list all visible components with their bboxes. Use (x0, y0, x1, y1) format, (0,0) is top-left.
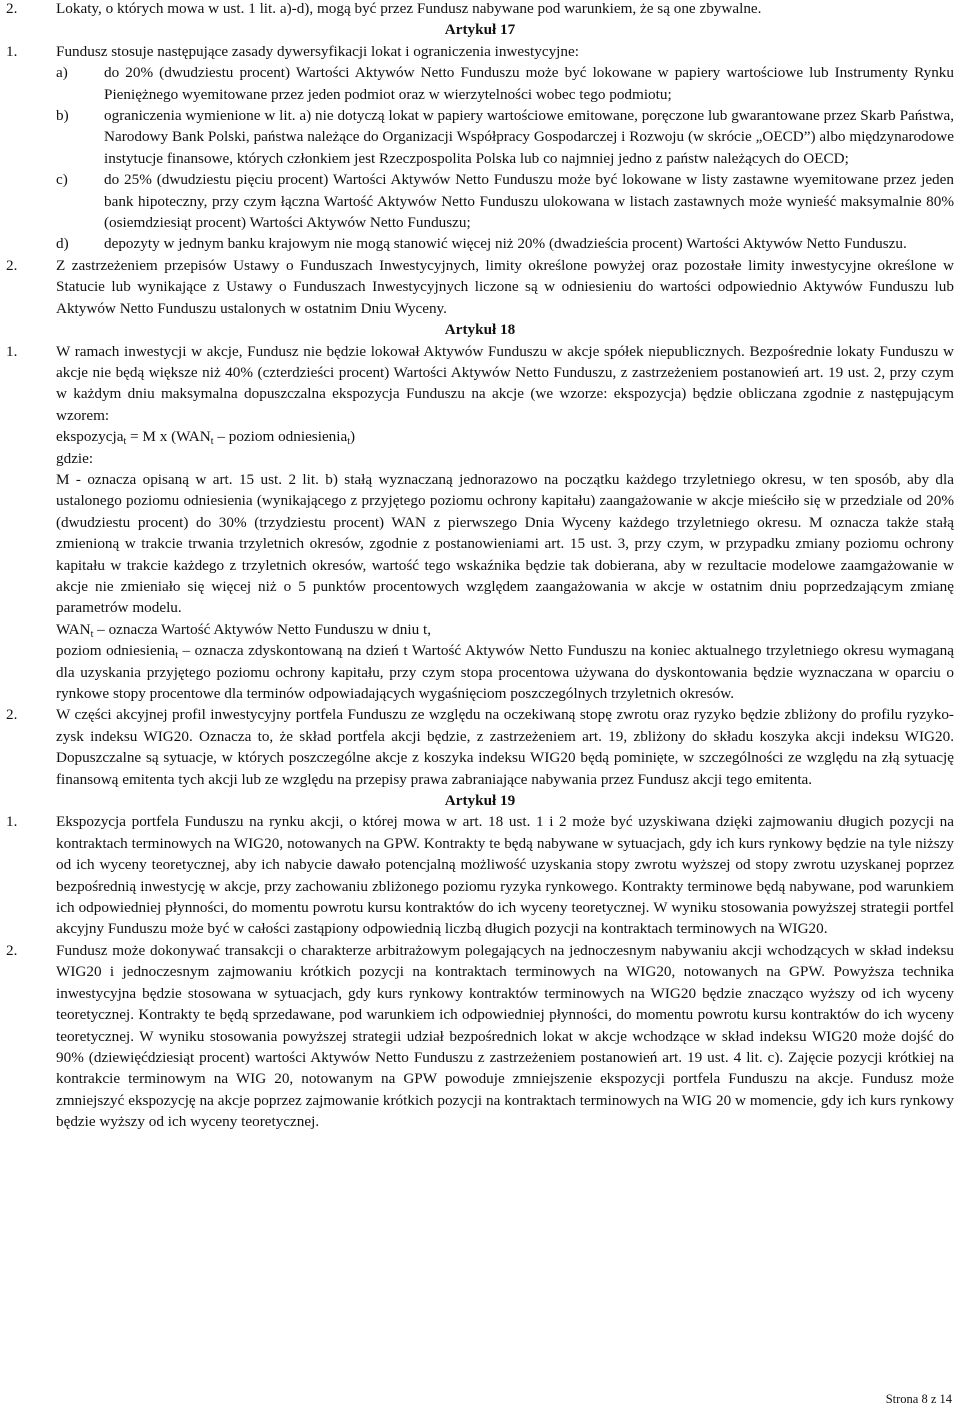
item-label: b) (56, 107, 69, 125)
formula-term-m-wan: = M x (WAN (126, 428, 211, 446)
art17-item-b (6, 105, 954, 169)
page-number: Strona 8 z 14 (885, 1392, 952, 1406)
item-text: depozyty w jednym banku krajowym nie mogą stanowić więcej niż 20% (dwadzieścia procent) Wartości Aktywów Netto Funduszu. (104, 235, 907, 253)
art18-paragraph-2 (6, 704, 954, 790)
formula-close: ) (350, 428, 356, 446)
formula-subscript: t (90, 628, 94, 640)
heading-article-19: Artykuł 19 (444, 792, 516, 810)
formula-subscript: t (210, 436, 214, 448)
art18-paragraph-1 (6, 341, 954, 427)
paragraph-text: W części akcyjnej profil inwestycyjny portfela Funduszu ze względu na oczekiwaną stopę zwrotu oraz ryzyko będzie zbliżony do profilu ryzyko-zysk indeksu WIG20. Oznacza to, że skład portfela akcji będzie, z zastrzeżeniem art. 19, zbliżony do składu koszyka akcji indeksu WIG20. Dopuszczalne są sytuacje, w których poszczególne akcje z koszyka indeksu WIG20 będą pominięte, w szczególności ze względu na złą sytuację finansową emitenta tych akcji lub ze względu na przepisy prawa zabraniające nabywania przez Fundusz akcji tego emitenta. (56, 706, 954, 788)
item-label: d) (56, 235, 69, 253)
item-label: a) (56, 64, 68, 82)
definition-term: poziom odniesienia (56, 642, 176, 660)
definition-reference-level (6, 640, 954, 704)
paragraph-text: Lokaty, o których mowa w ust. 1 lit. a)-d), mogą być przez Fundusz nabywane pod warunkiem, że są one zbywalne. (56, 0, 762, 17)
paragraph-number: 2. (6, 706, 18, 724)
formula-subscript: t (123, 436, 127, 448)
definition-text: – oznacza zdyskontowaną na dzień t Wartość Aktywów Netto Funduszu na koniec aktualnego trzyletniego okresu wymaganą dla uzyskania przyjętego poziomu ochrony kapitału, przy czym stopa procentowa używana do dyskontowania będzie wyznaczana w oparciu o rynkowe stopy procentowe dla terminów odpowiadających wygaśnięciom poszczególnych trzyletnich okresów. (56, 642, 954, 702)
art19-paragraph-2 (6, 940, 954, 1133)
item-label: c) (56, 171, 68, 189)
paragraph-text: Z zastrzeżeniem przepisów Ustawy o Funduszach Inwestycyjnych, limity określone powyżej oraz pozostałe limity inwestycyjne określone w Statucie lub wynikające z Ustawy o Funduszach Inwestycyjnych liczone są w odniesieniu do wartości odpowiednio Aktywów Funduszu lub Aktywów Netto Funduszu ustalonych w ostatnim Dniu Wyceny. (56, 256, 954, 317)
formula-term-exposure: ekspozycja (56, 428, 124, 446)
definition-text: – oznacza Wartość Aktywów Netto Funduszu w dniu t, (93, 620, 431, 638)
heading-article-17: Artykuł 17 (444, 21, 516, 39)
paragraph-number: 2. (6, 0, 18, 17)
definition-m: M - oznacza opisaną w art. 15 ust. 2 lit. b) stałą wyznaczaną jednorazowo na początku każdego trzyletniego okresu, w ten sposób, aby dla ustalonego poziomu odniesienia (wynikającego z przyjętego poziomu ochrony kapitału) zaangażowanie w akcje mieściło się w przedziale od 20% (dwudziestu procent) do 30% (trzydziestu procent) WAN z pierwszego Dnia Wyceny każdego trzyletniego okresu. M oznacza także stałą zmienioną w trakcie trwania trzyletnich okresów, zgodnie z postanowieniami art. 15 ust. 3, przy czym, w przypadku zmiany poziomu ochrony kapitału w trakcie każdego z trzyletnich okresów, wartość tego wskaźnika będzie tak dobierana, aby w rezultacie modelowe zaamgażowanie w akcje nie zmieniało się więcej niż o 5 punktów procentowych względem zaangażowania w akcje w ostatnim dniu poprzedzającym zmianę parametrów modelu. (56, 470, 954, 617)
heading-article-18: Artykuł 18 (444, 321, 516, 339)
formula-subscript: t (347, 436, 351, 448)
paragraph-number: 2. (6, 256, 18, 274)
art19-paragraph-1 (6, 811, 954, 939)
definition-wan (6, 619, 954, 640)
exposure-formula (6, 426, 954, 447)
art17-item-a (6, 62, 954, 105)
art17-paragraph-2 (6, 255, 954, 319)
paragraph-2-prev (6, 0, 954, 19)
paragraph-text: Ekspozycja portfela Funduszu na rynku akcji, o której mowa w art. 18 ust. 1 i 2 może być uzyskiwana dzięki zajmowaniu długich pozycji na kontraktach terminowych na WIG20, notowanych na GPW. Kontrakty te będą nabywane w sytuacjach, gdy ich kurs rynkowy będzie na tyle niższy od ich wyceny teoretycznej, aby ich nabycie dawało potencjalną możliwość uzyskania stopy zwrotu wyższej od stopy zwrotu uzyskanej poprzez bezpośrednią inwestycję w akcje, przy zachowaniu zbliżonego poziomu ryzyka rynkowego. Kontrakty terminowe będą nabywane, pod warunkiem ich odpowiedniej płynności, do momentu powrotu kursu kontraktów do ich wyceny teoretycznej. W wyniku stosowania powyższej strategii portfel akcyjny Funduszu może być w całości zastąpiony odpowiednią liczbą długich pozycji na kontraktach terminowych na WIG20. (56, 813, 954, 938)
paragraph-text: Fundusz może dokonywać transakcji o charakterze arbitrażowym polegających na jednoczesnym nabywaniu akcji wchodzących w skład indeksu WIG20 i jednoczesnym zajmowaniu krótkich pozycji na kontraktach terminowych na WIG20, notowanych na GPW. Powyższa technika inwestycyjna będzie stosowana w sytuacjach, gdy kurs rynkowy kontraktów terminowych na WIG20 będzie znacząco wyższy od ich wyceny teoretycznej. Kontrakty te będą sprzedawane, pod warunkiem ich odpowiedniej płynności, do momentu powrotu kursu kontraktów do ich wyceny teoretycznej. W wyniku stosowania powyższej strategii udział bezpośrednich lokat w akcje wchodzące w skład indeksu WIG20 może dojść do 90% (dziewięćdziesiąt procent) wartości Aktywów Netto Funduszu z zastrzeżeniem postanowień art. 19 ust. 4 lit. c). Zajęcie pozycji krótkiej na kontrakcie terminowym na WIG 20, notowanym na GPW powoduje zmniejszenie ekspozycji portfela Funduszu na akcje. Fundusz może zmniejszyć ekspozycję na akcje poprzez zajmowanie krótkich pozycji na kontraktach terminowych na WIG 20 w momencie, gdy ich kurs rynkowy będzie wyższy od ich wyceny teoretycznej. (56, 941, 954, 1131)
art17-item-c (6, 169, 954, 233)
definition-term: WAN (56, 620, 91, 638)
item-text: do 25% (dwudziestu pięciu procent) Wartości Aktywów Netto Funduszu może być lokowane w listy zastawne wyemitowane przez jeden bank hipoteczny, przy czym łączna Wartość Aktywów Netto Funduszu ulokowana w listach zastawnych może wynieść maksymalnie 80% (osiemdziesiąt procent) Wartości Aktywów Netto Funduszu; (104, 171, 954, 232)
paragraph-number: 1. (6, 42, 18, 60)
paragraph-number: 1. (6, 342, 18, 360)
art17-paragraph-1 (6, 41, 954, 62)
formula-subscript: t (175, 650, 179, 662)
formula-term-reference: – poziom odniesienia (213, 428, 348, 446)
paragraph-text: W ramach inwestycji w akcje, Fundusz nie będzie lokował Aktywów Funduszu w akcje spółek niepublicznych. Bezpośrednie lokaty Funduszu w akcje nie będą większe niż 40% (czterdzieści procent) Wartości Aktywów Netto Funduszu, z zastrzeżeniem postanowień art. 19 ust. 2, przy czym w każdym dniu maksymalna dopuszczalna ekspozycja Funduszu na akcje (we wzorze: ekspozycja) będzie obliczana zgodnie z następującym wzorem: (56, 342, 954, 424)
paragraph-number: 1. (6, 813, 18, 831)
item-text: ograniczenia wymienione w lit. a) nie dotyczą lokat w papiery wartościowe emitowane, poręczone lub gwarantowane przez Skarb Państwa, Narodowy Bank Polski, państwa należące do Organizacji Współpracy Gospodarczej i Rozwoju (w skrócie „OECD”) albo międzynarodowe instytucje finansowe, których członkiem jest Rzeczpospolita Polska lub co najmniej jedno z państw należących do OECD; (104, 107, 954, 167)
paragraph-text: Fundusz stosuje następujące zasady dywersyfikacji lokat i ograniczenia inwestycyjne: (56, 42, 579, 60)
paragraph-number: 2. (6, 941, 18, 959)
art17-item-d (6, 233, 954, 254)
item-text: do 20% (dwudziestu procent) Wartości Aktywów Netto Funduszu może być lokowane w papiery wartościowe lub Instrumenty Rynku Pieniężnego wyemitowane przez jeden podmiot oraz w wierzytelności wobec tego podmiotu; (104, 64, 954, 103)
where-label: gdzie: (56, 449, 94, 467)
